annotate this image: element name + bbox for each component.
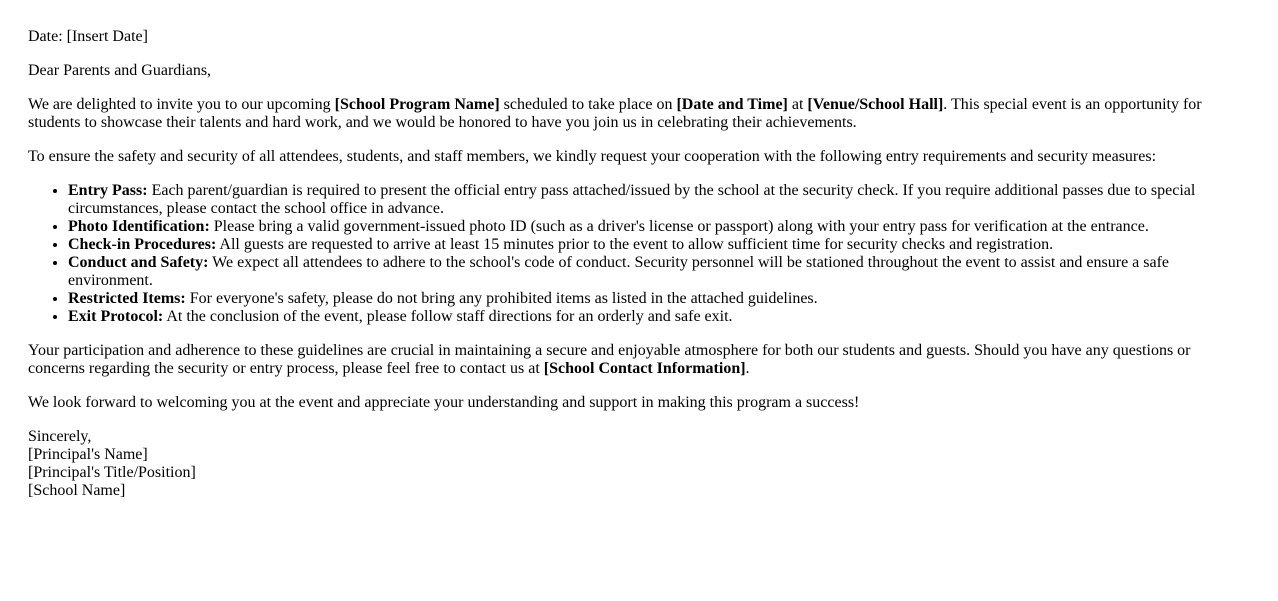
list-item-label: Check-in Procedures:: [68, 236, 217, 253]
list-item-text: Please bring a valid government-issued photo ID (such as a driver's license or passport) along with your entry pass for verification at the entrance.: [209, 218, 1149, 235]
list-item-label: Photo Identification:: [68, 218, 210, 235]
intro-text-1: We are delighted to invite you to our upcoming: [28, 96, 335, 113]
participation-text-2: .: [745, 360, 750, 377]
list-item-label: Entry Pass:: [68, 182, 148, 199]
list-item-text: All guests are requested to arrive at least 15 minutes prior to the event to allow sufficient time for security checks and registration.: [216, 236, 1054, 253]
closing-paragraph: We look forward to welcoming you at the event and appreciate your understanding and support in making this program a success!: [28, 394, 860, 411]
list-item-entry-pass: [68, 182, 1218, 218]
intro-text-3: at: [787, 96, 808, 113]
intro-paragraph: [28, 96, 1218, 132]
list-item-label: Conduct and Safety:: [68, 254, 209, 271]
letter-body: [28, 28, 1218, 500]
signature-block: [28, 428, 1218, 500]
participation-text-1: Your participation and adherence to these guidelines are crucial in maintaining a secure and enjoyable atmosphere for both our students and guests. Should you have any questions or concerns regarding the security or entry process, please feel free to contact us at: [28, 342, 1191, 377]
list-item-photo-id: [68, 218, 1218, 236]
principal-title: [Principal's Title/Position]: [28, 464, 196, 481]
date-line: Date: [Insert Date]: [28, 28, 148, 45]
venue-placeholder: [Venue/School Hall]: [807, 96, 944, 113]
list-item-text: For everyone's safety, please do not bring any prohibited items as listed in the attached guidelines.: [185, 290, 818, 307]
intro-text-4: . This special event is an opportunity for students to showcase their talents and hard work, and we would be honored to have you join us in celebrating their achievements.: [28, 96, 1202, 131]
list-item-label: Exit Protocol:: [68, 308, 164, 325]
list-item-label: Restricted Items:: [68, 290, 186, 307]
list-item-exit-protocol: [68, 308, 1218, 326]
sign-off: Sincerely,: [28, 428, 92, 445]
program-name-placeholder: [School Program Name]: [334, 96, 500, 113]
list-item-check-in: [68, 236, 1218, 254]
principal-name: [Principal's Name]: [28, 446, 148, 463]
list-item-text: We expect all attendees to adhere to the school's code of conduct. Security personnel will be stationed throughout the event to assist and ensure a safe environment.: [68, 254, 1170, 289]
list-item-conduct: [68, 254, 1218, 290]
requirements-list: [28, 182, 1218, 326]
list-item-restricted-items: [68, 290, 1218, 308]
school-name: [School Name]: [28, 482, 126, 499]
date-time-placeholder: [Date and Time]: [676, 96, 788, 113]
greeting: Dear Parents and Guardians,: [28, 62, 212, 79]
request-paragraph: To ensure the safety and security of all attendees, students, and staff members, we kindly request your cooperation with the following entry requirements and security measures:: [28, 148, 1157, 165]
list-item-text: At the conclusion of the event, please follow staff directions for an orderly and safe exit.: [163, 308, 733, 325]
intro-text-2: scheduled to take place on: [499, 96, 677, 113]
list-item-text: Each parent/guardian is required to present the official entry pass attached/issued by the school at the security check. If you require additional passes due to special circumstances, please contact the school office in advance.: [68, 182, 1196, 217]
participation-paragraph: [28, 342, 1218, 378]
contact-placeholder: [School Contact Information]: [543, 360, 746, 377]
